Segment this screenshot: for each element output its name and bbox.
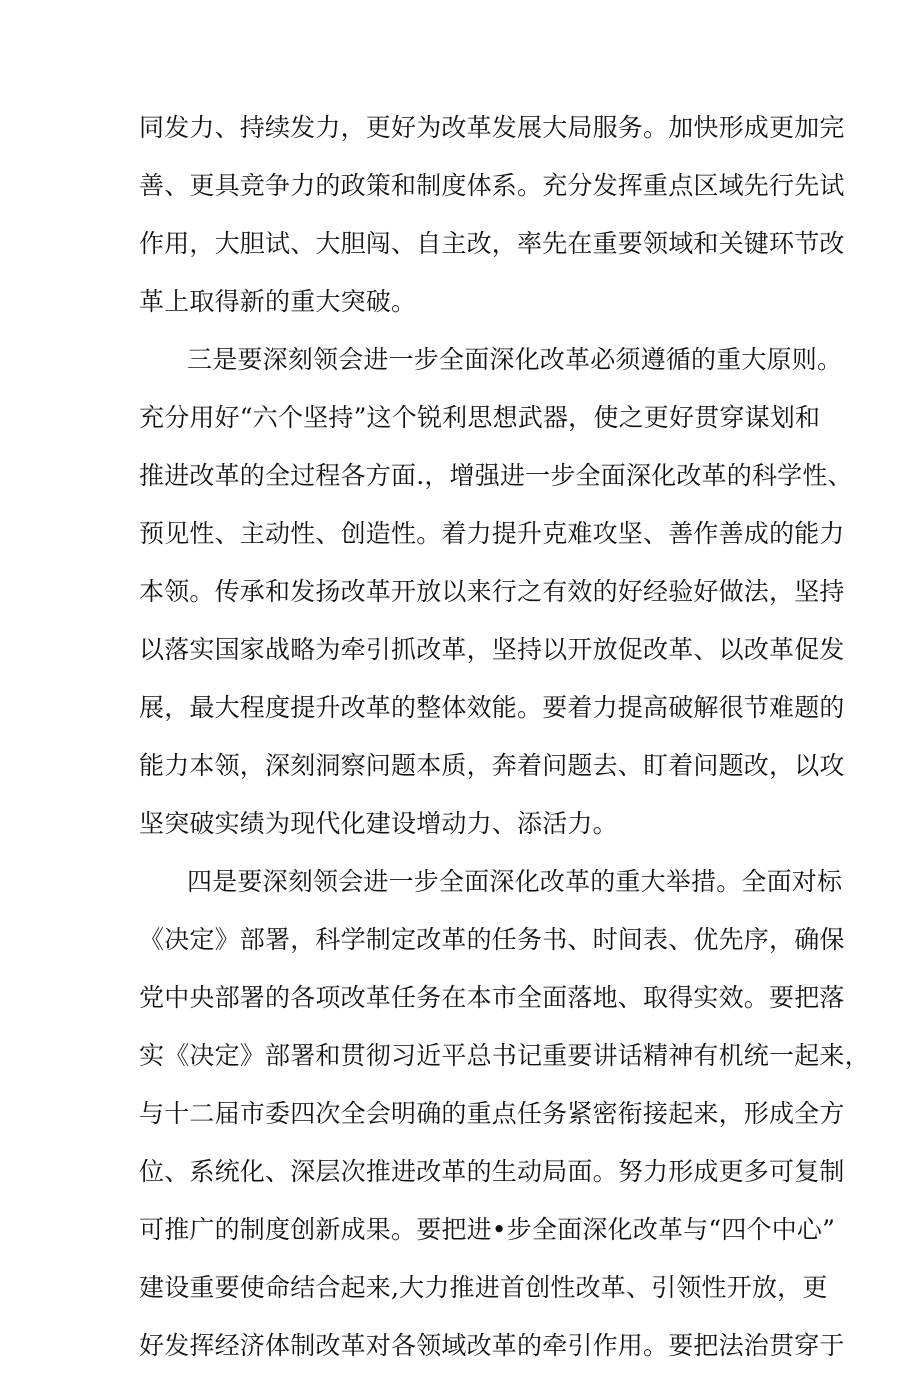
document-body [139,108,870,1384]
text-line: 位、系统化、深层次推进改革的生动局面。努力形成更多可复制 [139,1157,845,1186]
text-line: 坚突破实绩为现代化建设增动力、添活力。 [139,809,618,838]
text-line: 实《决定》部署和贯彻习近平总书记重要讲话精神有机统一起来， [139,1041,870,1070]
text-line: 可推广的制度创新成果。要把进•步全面深化改革与“四个中心” [139,1215,836,1244]
text-line: 以落实国家战略为牵引抓改革，坚持以开放促改革、以改革促发 [139,635,845,664]
text-line: 本领。传承和发扬改革开放以来行之有效的好经验好做法，坚持 [139,577,845,606]
text-line: 善、更具竞争力的政策和制度体系。充分发挥重点区域先行先试 [139,171,845,200]
text-line: 展，最大程度提升改革的整体效能。要着力提高破解很节难题的 [139,693,845,722]
text-line: 能力本领，深刻洞察问题本质，奔着问题去、盯着问题改，以攻 [139,751,845,780]
text-line: 《决定》部署，科学制定改革的任务书、时间表、优先序，确保 [139,925,845,954]
text-line: 党中央部署的各项改革任务在本市全面落地、取得实效。要把落 [139,983,845,1012]
text-line: 与十二届市委四次全会明确的重点任务紧密衔接起来，形成全方 [139,1099,845,1128]
text-line: 建设重要使命结合起来,大力推进首创性改革、引领性开放，更 [139,1273,828,1302]
paragraph-start-line: 三是要深刻领会进一步全面深化改革必须遵循的重大原则。 [187,345,843,374]
text-line: 预见性、主动性、创造性。着力提升克难攻坚、善作善成的能力 [139,519,845,548]
text-line: 好发挥经济体制改革对各领域改革的牵引作用。要把法治贯穿于 [139,1331,845,1360]
text-line: 革上取得新的重大突破。 [139,287,417,316]
paragraph-start-line: 四是要深刻领会进一步全面深化改革的重大举措。全面对标 [187,867,843,896]
text-line: 推进改革的全过程各方面.，增强进一步全面深化改革的科学性、 [139,461,853,490]
text-line: 同发力、持续发力，更好为改革发展大局服务。加快形成更加完 [139,113,845,142]
text-line: 充分用好“六个坚持”这个锐利思想武器，使之更好贯穿谋划和 [139,403,821,432]
text-line: 作用，大胆试、大胆闯、自主改，率先在重要领域和关键环节改 [139,229,845,258]
